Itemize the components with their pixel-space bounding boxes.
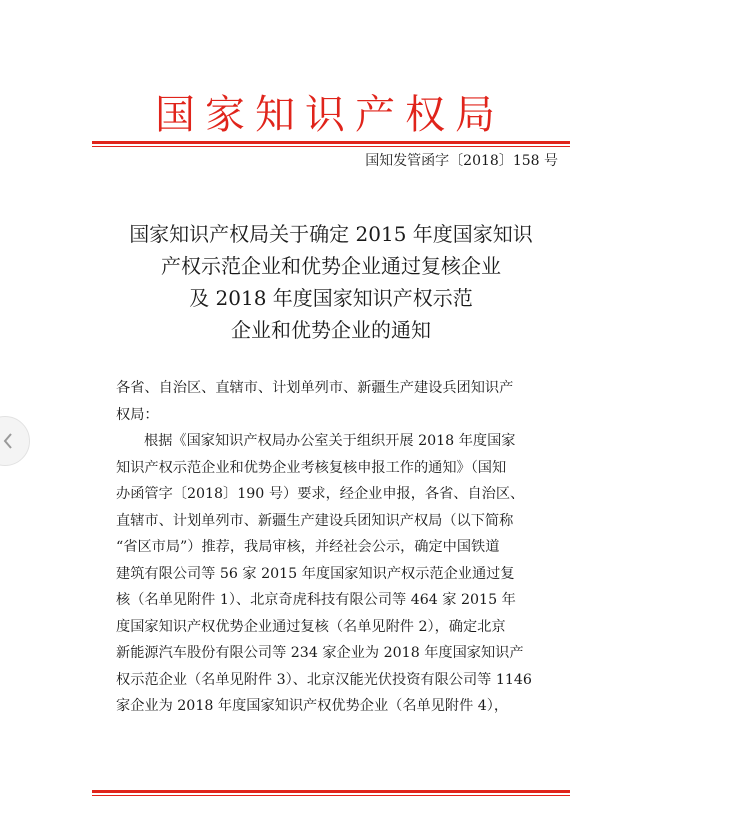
body-line: 建筑有限公司等 56 家 2015 年度国家知识产权示范企业通过复 bbox=[116, 565, 515, 582]
chevron-left-icon bbox=[3, 433, 13, 449]
body-line: 度国家知识产权优势企业通过复核（名单见附件 2），确定北京 bbox=[116, 618, 506, 635]
document-body bbox=[116, 375, 552, 720]
title-line: 及 2018 年度国家知识产权示范 bbox=[189, 286, 473, 310]
body-line: 知识产权示范企业和优势企业考核复核申报工作的通知》（国知 bbox=[116, 459, 507, 476]
body-line: 权示范企业（名单见附件 3）、北京汉能光伏投资有限公司等 1146 bbox=[116, 671, 532, 688]
salutation-line: 权局： bbox=[116, 406, 159, 423]
title-line: 企业和优势企业的通知 bbox=[231, 318, 431, 342]
document-title bbox=[92, 218, 570, 346]
body-line: 直辖市、计划单列市、新疆生产建设兵团知识产权局（以下简称 bbox=[116, 512, 514, 529]
body-line: 核（名单见附件 1）、北京奇虎科技有限公司等 464 家 2015 年 bbox=[116, 592, 516, 608]
body-line: 家企业为 2018 年度国家知识产权优势企业（名单见附件 4）， bbox=[116, 698, 509, 714]
body-line: 办函管字〔2018〕190 号）要求，经企业申报，各省、自治区、 bbox=[116, 486, 525, 502]
title-line: 产权示范企业和优势企业通过复核企业 bbox=[161, 254, 501, 278]
footer-rule-thick bbox=[92, 790, 570, 793]
footer-rule-thin bbox=[92, 795, 570, 796]
document-number: 国知发管函字〔2018〕158 号 bbox=[365, 153, 558, 169]
title-line: 国家知识产权局关于确定 2015 年度国家知识 bbox=[129, 222, 533, 246]
header-rule-thin bbox=[92, 146, 570, 147]
previous-page-button[interactable] bbox=[0, 416, 30, 466]
header-rule-thick bbox=[92, 141, 570, 144]
body-line: “省区市局”）推荐，我局审核，并经社会公示，确定中国铁道 bbox=[116, 539, 500, 555]
body-line: 新能源汽车股份有限公司等 234 家企业为 2018 年度国家知识产 bbox=[116, 645, 524, 661]
body-line: 根据《国家知识产权局办公室关于组织开展 2018 年度国家 bbox=[144, 433, 516, 449]
salutation-line: 各省、自治区、直辖市、计划单列市、新疆生产建设兵团知识产 bbox=[116, 380, 514, 396]
org-title: 国家知识产权局 bbox=[155, 92, 505, 138]
